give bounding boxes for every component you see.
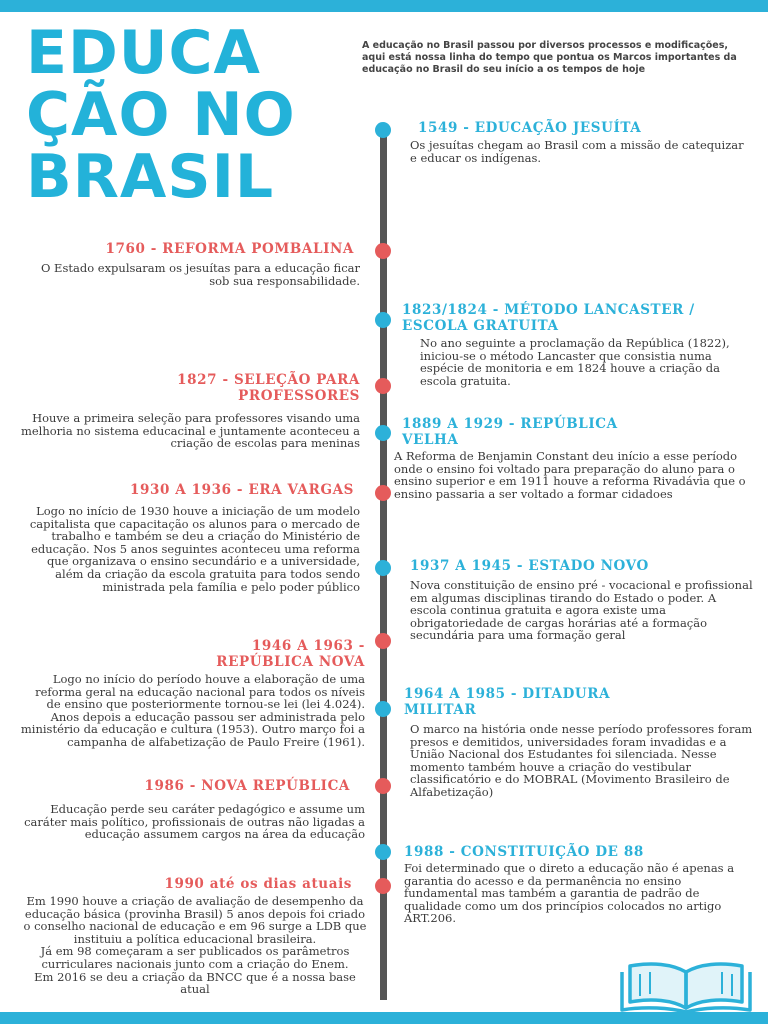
timeline-event	[20, 778, 365, 841]
timeline-event	[410, 558, 755, 642]
event-title: 1964 A 1985 - DITADURA MILITAR	[404, 686, 611, 718]
timeline-dot	[375, 485, 391, 501]
event-title: 1930 A 1936 - ERA VARGAS	[130, 482, 354, 498]
timeline-dot	[375, 778, 391, 794]
timeline-dot	[375, 844, 391, 860]
event-title: 1549 - EDUCAÇÃO JESUÍTA	[418, 120, 642, 136]
event-text: A Reforma de Benjamin Constant deu início a esse período onde o ensino foi voltado para preparação do aluno para o ensino superior e em 1911 houve a reforma Rivadávia que o ensino passaria a ser voltado a formar cidadoes	[394, 449, 746, 501]
event-text: No ano seguinte a proclamação da República (1822), iniciou-se o método Lancaster que consistia numa espécie de monitoria e em 1824 houve a criação da escola gratuita.	[420, 336, 730, 388]
timeline-event	[20, 241, 360, 287]
timeline-event	[20, 372, 360, 450]
timeline-dot	[375, 878, 391, 894]
event-title: 1990 até os dias atuais	[164, 876, 352, 892]
intro-text: A educação no Brasil passou por diversos processos e modificações, aqui está nossa linha do tempo que pontua os Marcos importantes da educação no Brasil do seu início a os tempos de hoje	[362, 40, 737, 75]
timeline-event	[404, 686, 754, 799]
event-text: Os jesuítas chegam ao Brasil com a missão de catequizar e educar os indígenas.	[410, 138, 744, 165]
page-title	[26, 18, 346, 212]
timeline-event	[394, 416, 747, 501]
event-title: 1823/1824 - MÉTODO LANCASTER / ESCOLA GRATUITA	[402, 302, 695, 334]
timeline-event	[20, 876, 370, 996]
timeline-dot	[375, 701, 391, 717]
timeline-event	[20, 482, 360, 593]
timeline-dot	[375, 312, 391, 328]
title-line: ÇÃO NO	[26, 80, 296, 150]
event-text: Educação perde seu caráter pedagógico e assume um caráter mais político, profissionais de outras não ligadas a educação assumem cargos na área da educação	[24, 802, 365, 842]
event-title: 1988 - CONSTITUIÇÃO DE 88	[404, 844, 644, 860]
event-title: 1889 A 1929 - REPÚBLICA VELHA	[402, 416, 618, 448]
event-text: Nova constituição de ensino pré - vocacional e profissional em algumas disciplinas tirando do Estado o poder. A escola continua gratuita e agora existe uma obrigatoriedade de cargas horárias até a formação secundária para uma formação geral	[410, 578, 753, 643]
title-line: BRASIL	[26, 142, 275, 212]
timeline-event	[410, 120, 750, 164]
event-text: Em 1990 houve a criação de avaliação de desempenho da educação básica (provinha Brasil) 5 anos depois foi criado o conselho nacional de educação e em 96 surge a LDB que instituiu a política educacional brasileira. Já em 98 começaram a ser publicados os parâmetros curriculares nacionais junto com a criação do Enem. Em 2016 se deu a criação da BNCC que é a nossa base atual	[23, 894, 367, 997]
event-title: 1946 A 1963 - REPÚBLICA NOVA	[216, 638, 365, 670]
timeline-dot	[375, 243, 391, 259]
timeline-event	[404, 844, 754, 925]
open-book-icon	[614, 956, 759, 1014]
event-text: O Estado expulsaram os jesuítas para a educação ficar sob sua responsabilidade.	[40, 261, 360, 288]
event-text: Houve a primeira seleção para professores visando uma melhoria no sistema educacinal e juntamente aconteceu a criação de escolas para meninas	[20, 411, 360, 451]
top-band	[0, 0, 768, 12]
bottom-band	[0, 1012, 768, 1024]
event-text: Logo no início de 1930 houve a iniciação de um modelo capitalista que capacitação os alunos para o mercado de trabalho e também se deu a criação do Ministério de educação. Nos 5 anos seguintes aconteceu uma reforma que organizava o ensino secundário e a universidade, além da criação da escola gratuita para todos sendo ministrada pela família e pelo poder público	[29, 504, 360, 594]
timeline-dot	[375, 425, 391, 441]
timeline-event	[402, 302, 757, 387]
timeline-dot	[375, 378, 391, 394]
timeline-dot	[375, 122, 391, 138]
event-text: O marco na história onde nesse período professores foram presos e demitidos, universidades foram invadidas e a União Nacional dos Estudantes foi silenciada. Nesse momento também houve a criação do vestibular classificatório e do MOBRAL (Movimento Brasileiro de Alfabetização)	[410, 722, 753, 799]
event-text: Foi determinado que o direto a educação não é apenas a garantia do acesso e da permanência no ensino fundamental mas também a garantia de padrão de qualidade como um dos princípios colocados no artigo ART.206.	[404, 861, 735, 926]
event-title: 1937 A 1945 - ESTADO NOVO	[410, 558, 649, 574]
timeline-dot	[375, 560, 391, 576]
event-title: 1827 - SELEÇÃO PARA PROFESSORES	[177, 372, 360, 404]
event-text: Logo no início do período houve a elaboração de uma reforma geral na educação nacional para todos os níveis de ensino que posteriormente tornou-se lei (lei 4.024). Anos depois a educação passou ser administrada pelo ministério da educação e cultura (1953). Outro março foi a campanha de alfabetização de Paulo Freire (1961).	[20, 672, 365, 749]
title-line: EDUCA	[26, 18, 261, 88]
timeline-event	[20, 638, 365, 749]
event-title: 1760 - REFORMA POMBALINA	[105, 241, 354, 257]
timeline-dot	[375, 633, 391, 649]
event-title: 1986 - NOVA REPÚBLICA	[144, 778, 350, 794]
